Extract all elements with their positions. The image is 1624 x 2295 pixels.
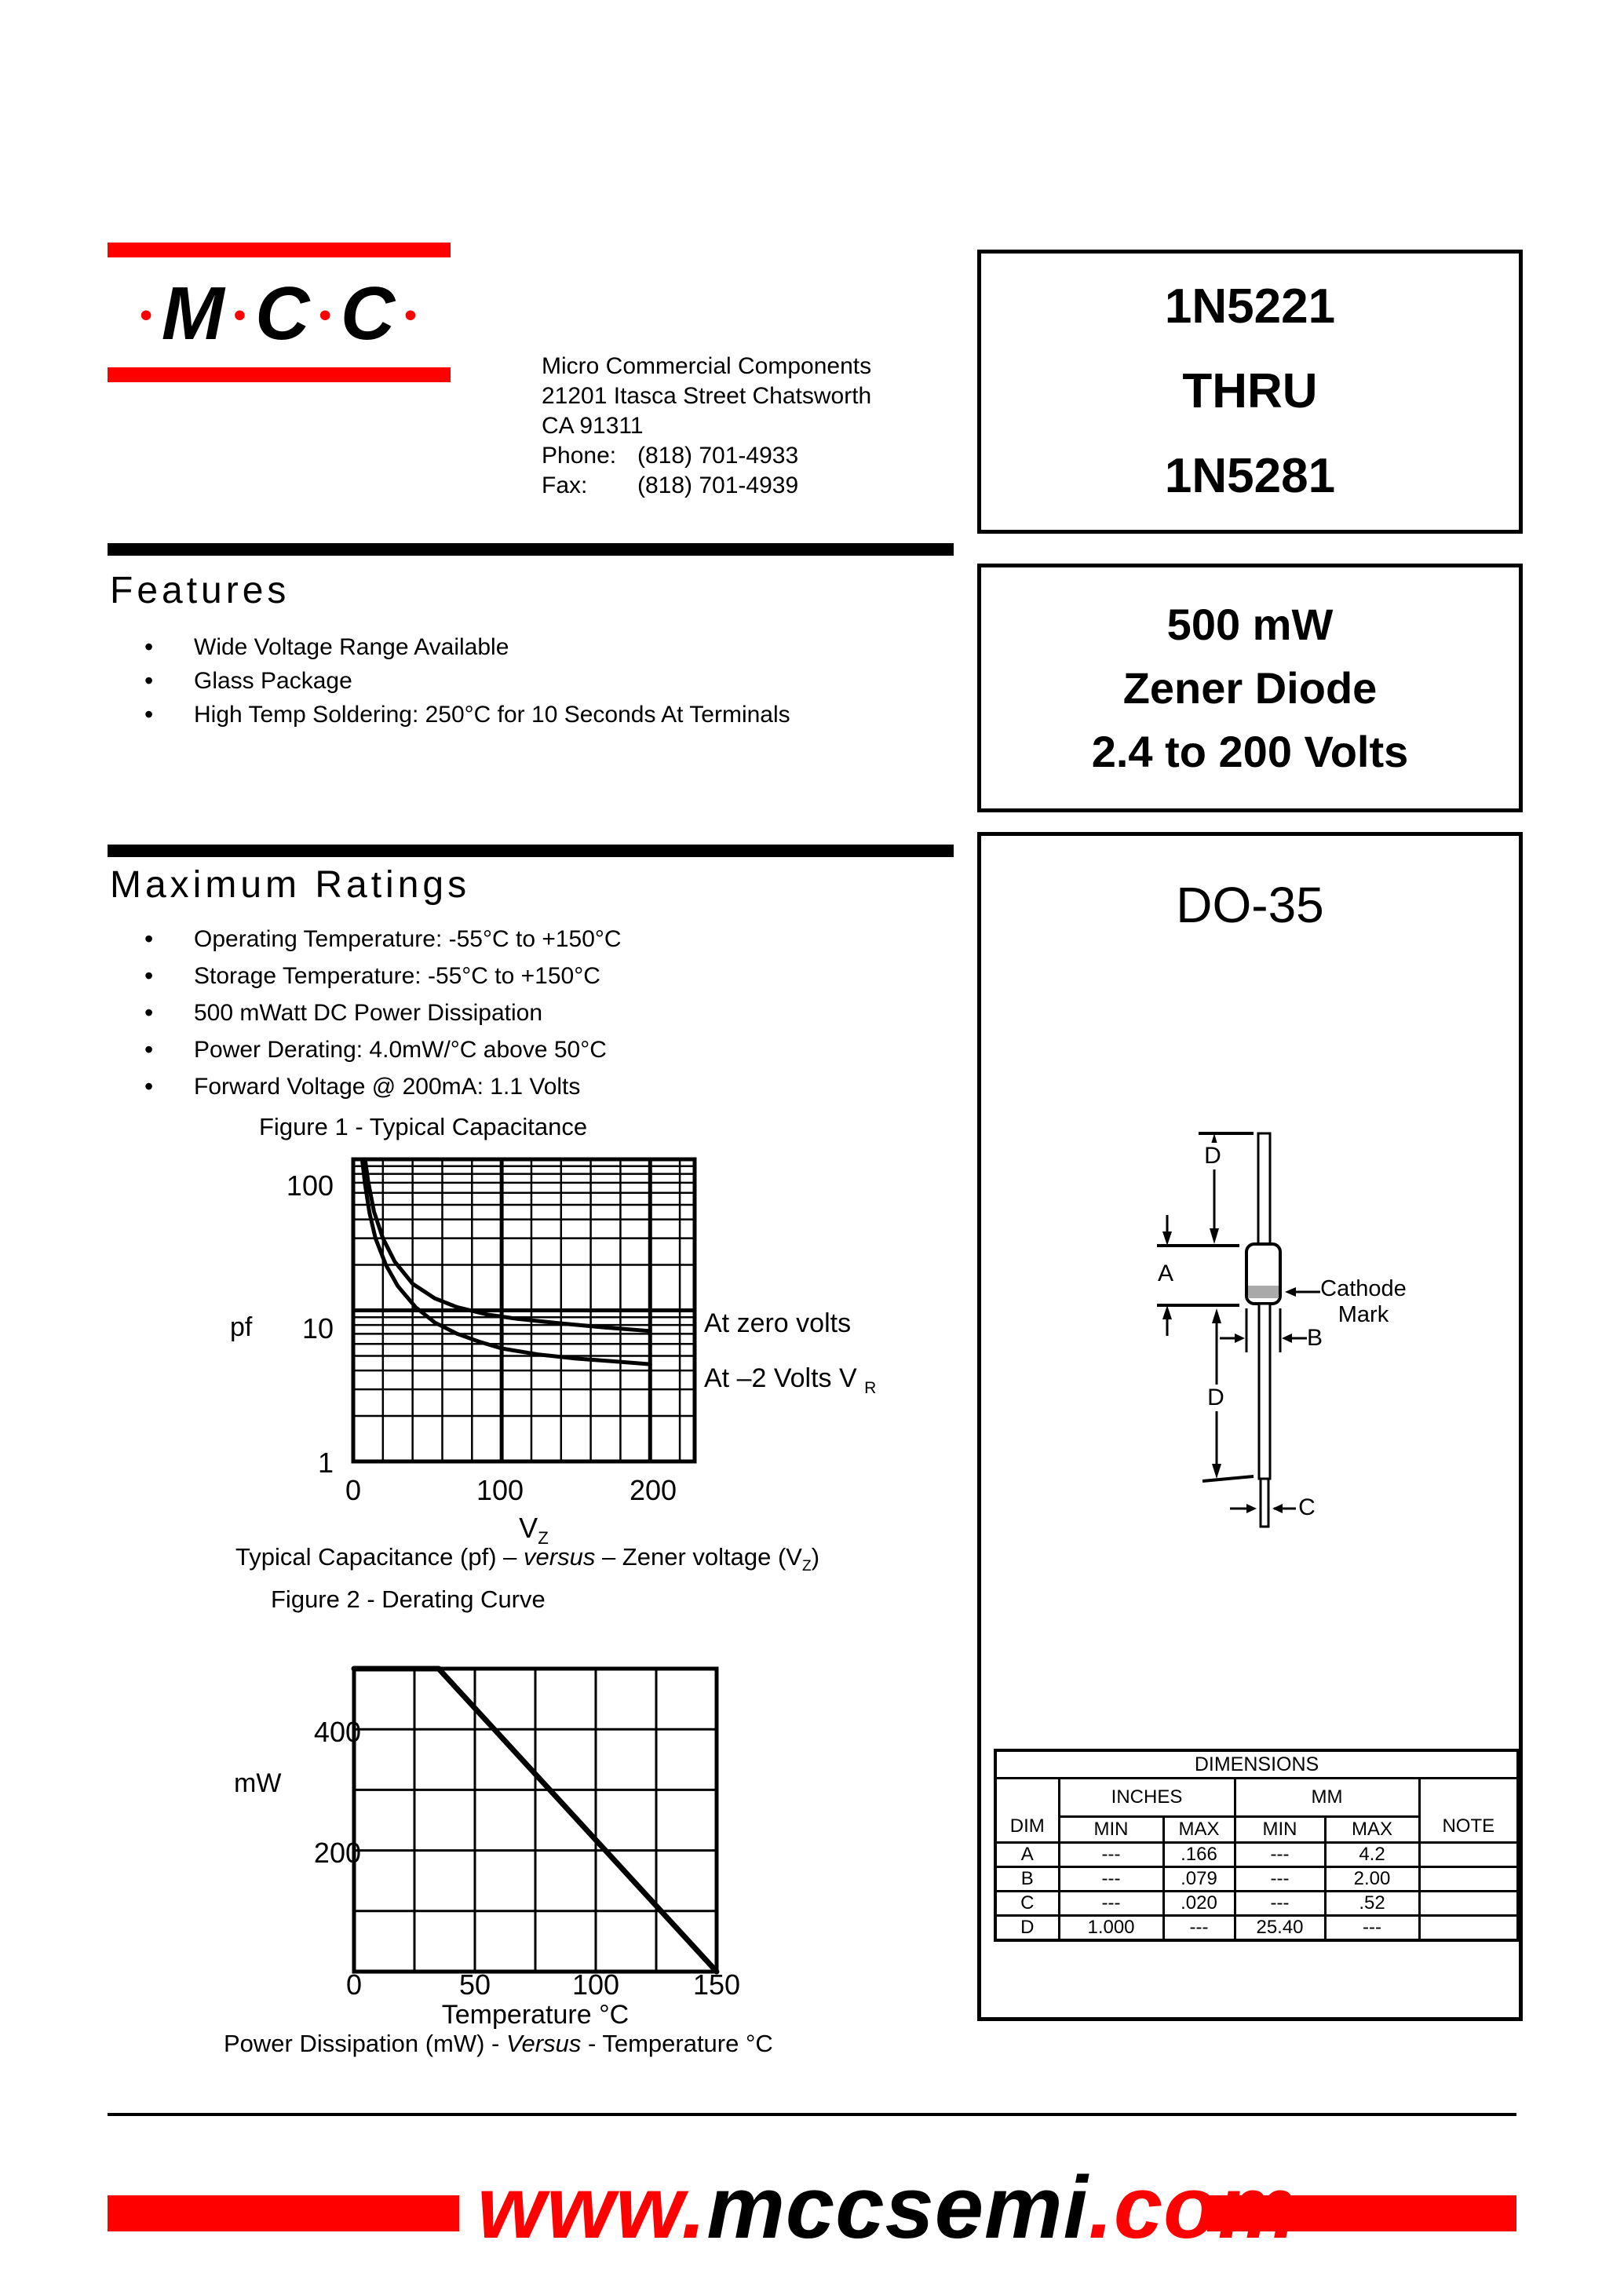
table-row: B --- .079 --- 2.00 [995, 1867, 1518, 1892]
figure2-title: Figure 2 - Derating Curve [271, 1585, 546, 1613]
list-item: • Wide Voltage Range Available [143, 634, 928, 661]
y-axis-tick: 100 [286, 1169, 334, 1202]
col-header-dim: DIM [995, 1779, 1059, 1843]
max-ratings-title: Maximum Ratings [110, 864, 471, 906]
part-first: 1N5221 [1164, 279, 1336, 334]
logo-dot: • [233, 296, 248, 334]
url-www: www. [477, 2158, 707, 2257]
dim-label-a: A [1157, 1261, 1173, 1286]
phone-label: Phone: [542, 443, 617, 469]
company-name: Micro Commercial Components [542, 353, 872, 379]
x-axis-tick: 100 [476, 1474, 524, 1506]
package-name: DO-35 [1176, 877, 1324, 933]
website-url [477, 2157, 1297, 2258]
part-number-box [977, 250, 1523, 534]
series-label-minus2-volts: At –2 Volts V $_R$ [704, 1363, 877, 1397]
table-row: C --- .020 --- .52 [995, 1892, 1518, 1916]
part-thru: THRU [1182, 364, 1318, 418]
x-axis-tick: 0 [345, 1968, 363, 2001]
col-header-min: MIN [1235, 1817, 1325, 1843]
footer-left-bar [108, 2195, 459, 2231]
phone-line [542, 441, 981, 471]
x-axis-label: Temperature °C [441, 2000, 630, 2030]
phone-number: (818) 701-4933 [637, 443, 799, 469]
dim-label-b: B [1306, 1325, 1323, 1351]
list-item: • Power Derating: 4.0mW/°C above 50°C [143, 1037, 928, 1064]
figure1-caption: Typical Capacitance (pf) – versus – Zener voltage $(V_Z)$ [235, 1543, 820, 1575]
x-axis-tick: 200 [629, 1474, 677, 1506]
dim-label-d-top: D [1199, 1143, 1226, 1169]
x-axis-tick: 50 [458, 1968, 491, 2001]
address-line: 21201 Itasca Street Chatsworth [542, 383, 872, 409]
list-item: • Operating Temperature: -55°C to +150°C [143, 926, 928, 953]
logo-dot: • [404, 296, 418, 334]
x-axis-label: $V_Z$ [519, 1512, 549, 1549]
x-axis-tick: 0 [345, 1474, 362, 1506]
features-section-bar [108, 543, 954, 556]
fax-label: Fax: [542, 472, 588, 498]
max-ratings-section-bar [108, 845, 954, 857]
table-row: D 1.000 --- 25.40 --- [995, 1916, 1518, 1941]
table-title: DIMENSIONS [995, 1750, 1518, 1779]
logo-letter: M [161, 272, 226, 356]
figure2-caption: Power Dissipation (mW) - Versus - Temperature °C [224, 2030, 773, 2057]
summary-type: Zener Diode [1122, 663, 1378, 713]
y-axis-tick: 400 [313, 1716, 361, 1748]
col-header-max: MAX [1163, 1817, 1235, 1843]
footer-rule [108, 2113, 1516, 2116]
list-item: • 500 mWatt DC Power Dissipation [143, 1000, 928, 1027]
part-last: 1N5281 [1164, 449, 1336, 503]
logo-bottom-bar [108, 367, 451, 382]
group-header-inches: INCHES [1059, 1779, 1235, 1817]
fax-number: (818) 701-4939 [637, 472, 799, 498]
logo-letter: C [255, 272, 312, 356]
y-axis-label: mW [234, 1768, 282, 1798]
figure1-title: Figure 1 - Typical Capacitance [259, 1113, 588, 1140]
url-com: .com [1088, 2158, 1297, 2257]
list-item: • Forward Voltage @ 200mA: 1.1 Volts [143, 1074, 928, 1100]
dimension-arrowheads [1162, 1133, 1296, 1513]
summary-power: 500 mW [1166, 600, 1334, 649]
company-address [542, 352, 981, 501]
summary-range: 2.4 to 200 Volts [1091, 727, 1409, 776]
col-header-max: MAX [1325, 1817, 1419, 1843]
x-axis-tick: 100 [571, 1968, 620, 2001]
fax-line [542, 471, 981, 501]
x-axis-tick: 150 [692, 1968, 741, 2001]
product-summary-box [977, 564, 1523, 812]
y-axis-label: pf [230, 1312, 253, 1342]
list-item: • High Temp Soldering: 250°C for 10 Seconds At Terminals [143, 702, 928, 728]
col-header-min: MIN [1059, 1817, 1163, 1843]
features-list [143, 634, 928, 735]
list-item: • Glass Package [143, 668, 928, 695]
logo-top-bar [108, 243, 451, 257]
dim-label-c: C [1298, 1494, 1316, 1520]
dim-label-d-bottom: D [1202, 1385, 1229, 1411]
y-axis-tick: 200 [313, 1837, 361, 1869]
cathode-mark-band [1248, 1286, 1279, 1298]
mcc-logo [108, 264, 451, 364]
address-line: CA 91311 [542, 413, 644, 439]
col-header-note: NOTE [1419, 1779, 1518, 1843]
table-row: A --- .166 --- 4.2 [995, 1843, 1518, 1867]
logo-dot: • [319, 296, 333, 334]
series-label-zero-volts: At zero volts [704, 1308, 852, 1338]
list-item: • Storage Temperature: -55°C to +150°C [143, 963, 928, 990]
logo-letter: C [340, 272, 397, 356]
y-axis-tick: 1 [317, 1447, 334, 1479]
y-axis-tick: 10 [301, 1312, 334, 1345]
features-title: Features [110, 570, 290, 611]
dimensions-table [994, 1749, 1520, 1942]
max-ratings-list [143, 926, 928, 1111]
cathode-mark-label: Cathode Mark [1320, 1276, 1407, 1327]
logo-dot: • [140, 296, 154, 334]
group-header-mm: MM [1235, 1779, 1419, 1817]
url-domain: mccsemi [706, 2158, 1089, 2257]
